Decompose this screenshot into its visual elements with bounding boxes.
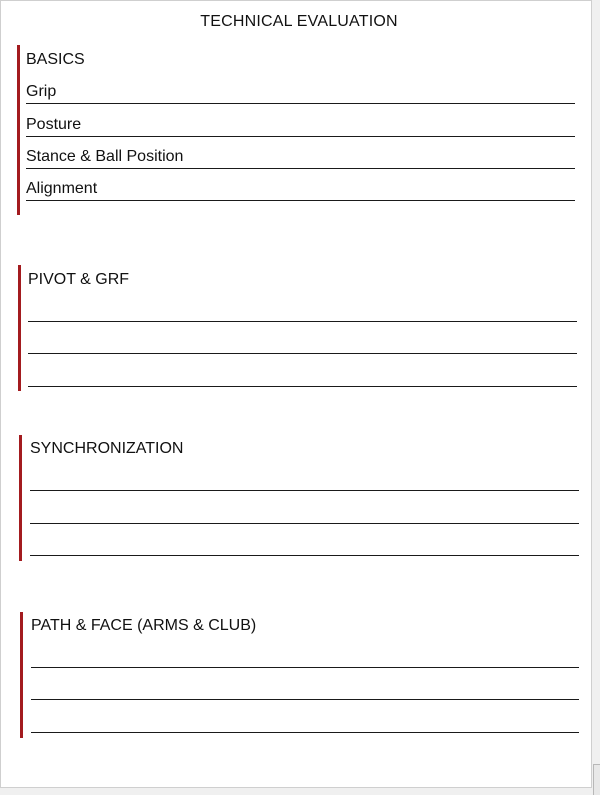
path-answer-line-2[interactable] xyxy=(31,699,579,700)
alignment-field[interactable]: Alignment xyxy=(26,178,575,201)
section-accent-bar xyxy=(17,45,20,215)
page-title: TECHNICAL EVALUATION xyxy=(200,13,398,30)
section-accent-bar xyxy=(20,612,23,738)
section-basics xyxy=(17,45,577,215)
path-answer-line-1[interactable] xyxy=(31,667,579,668)
posture-field[interactable]: Posture xyxy=(26,114,575,137)
section-heading-basics: BASICS xyxy=(26,51,85,68)
stance-ball-position-field[interactable]: Stance & Ball Position xyxy=(26,146,575,169)
section-accent-bar xyxy=(18,265,21,391)
section-heading-path-face: PATH & FACE (ARMS & CLUB) xyxy=(31,617,257,634)
resize-corner-handle[interactable] xyxy=(593,764,600,795)
section-pivot-grf xyxy=(18,265,578,391)
section-synchronization xyxy=(19,435,581,561)
path-answer-line-3[interactable] xyxy=(31,732,579,733)
pivot-answer-line-1[interactable] xyxy=(28,321,577,322)
grip-field[interactable]: Grip xyxy=(26,81,575,104)
section-path-face xyxy=(20,612,580,738)
pivot-answer-line-2[interactable] xyxy=(28,353,577,354)
section-accent-bar xyxy=(19,435,22,561)
sync-answer-line-3[interactable] xyxy=(30,555,579,556)
section-heading-synchronization: SYNCHRONIZATION xyxy=(30,440,184,457)
sync-answer-line-2[interactable] xyxy=(30,523,579,524)
sync-answer-line-1[interactable] xyxy=(30,490,579,491)
section-heading-pivot-grf: PIVOT & GRF xyxy=(28,271,130,288)
pivot-answer-line-3[interactable] xyxy=(28,386,577,387)
